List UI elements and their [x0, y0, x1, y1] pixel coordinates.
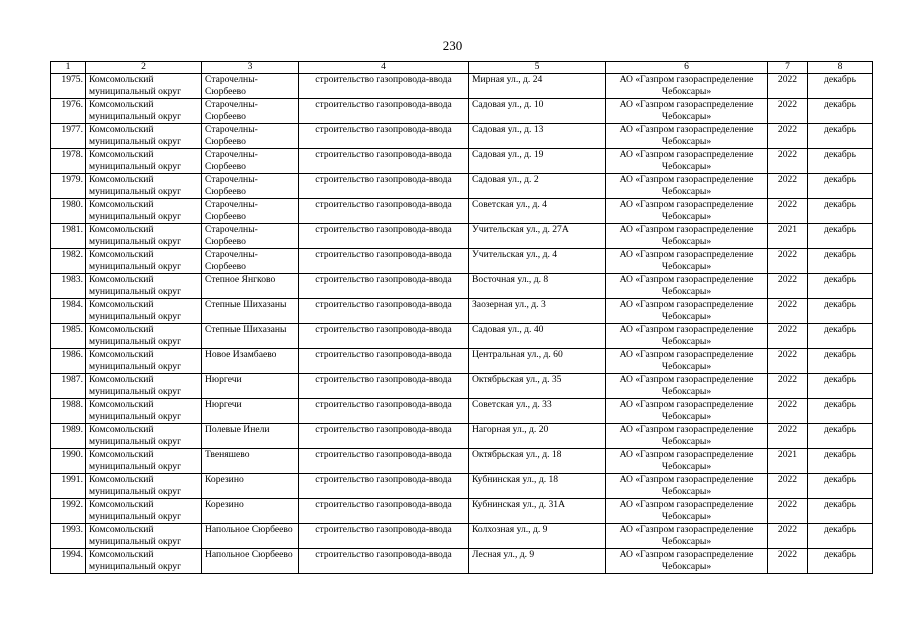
address-cell: Кубнинская ул., д. 31А: [469, 499, 606, 524]
district-cell: Комсомольский муниципальный округ: [86, 299, 202, 324]
month-cell: декабрь: [808, 424, 873, 449]
table-row: [51, 474, 873, 499]
table-row: [51, 424, 873, 449]
row-number: 1984.: [51, 299, 86, 324]
district-cell: Комсомольский муниципальный округ: [86, 149, 202, 174]
table-row: [51, 549, 873, 574]
row-number: 1976.: [51, 99, 86, 124]
district-cell: Комсомольский муниципальный округ: [86, 524, 202, 549]
district-cell: Комсомольский муниципальный округ: [86, 324, 202, 349]
work-type-cell: строительство газопровода-ввода: [299, 449, 469, 474]
district-cell: Комсомольский муниципальный округ: [86, 349, 202, 374]
year-cell: 2022: [768, 399, 808, 424]
work-type-cell: строительство газопровода-ввода: [299, 474, 469, 499]
year-cell: 2022: [768, 499, 808, 524]
organization-cell: АО «Газпром газораспределение Чебоксары»: [606, 399, 768, 424]
district-cell: Комсомольский муниципальный округ: [86, 224, 202, 249]
column-number: 8: [808, 62, 873, 74]
table-row: [51, 174, 873, 199]
month-cell: декабрь: [808, 224, 873, 249]
row-number: 1992.: [51, 499, 86, 524]
table-body: [51, 74, 873, 574]
table-row: [51, 299, 873, 324]
row-number: 1993.: [51, 524, 86, 549]
district-cell: Комсомольский муниципальный округ: [86, 474, 202, 499]
organization-cell: АО «Газпром газораспределение Чебоксары»: [606, 174, 768, 199]
month-cell: декабрь: [808, 124, 873, 149]
row-number: 1985.: [51, 324, 86, 349]
row-number: 1975.: [51, 74, 86, 99]
column-number: 3: [202, 62, 299, 74]
organization-cell: АО «Газпром газораспределение Чебоксары»: [606, 549, 768, 574]
settlement-cell: Старочелны-Сюрбеево: [202, 174, 299, 199]
district-cell: Комсомольский муниципальный округ: [86, 249, 202, 274]
work-type-cell: строительство газопровода-ввода: [299, 199, 469, 224]
table-row: [51, 374, 873, 399]
column-number: 1: [51, 62, 86, 74]
settlement-cell: Корезино: [202, 499, 299, 524]
organization-cell: АО «Газпром газораспределение Чебоксары»: [606, 99, 768, 124]
row-number: 1983.: [51, 274, 86, 299]
row-number: 1981.: [51, 224, 86, 249]
address-cell: Октябрьская ул., д. 18: [469, 449, 606, 474]
year-cell: 2022: [768, 74, 808, 99]
month-cell: декабрь: [808, 474, 873, 499]
work-type-cell: строительство газопровода-ввода: [299, 249, 469, 274]
organization-cell: АО «Газпром газораспределение Чебоксары»: [606, 74, 768, 99]
organization-cell: АО «Газпром газораспределение Чебоксары»: [606, 249, 768, 274]
address-cell: Восточная ул., д. 8: [469, 274, 606, 299]
year-cell: 2022: [768, 524, 808, 549]
table-row: [51, 324, 873, 349]
year-cell: 2022: [768, 174, 808, 199]
settlement-cell: Корезино: [202, 474, 299, 499]
row-number: 1979.: [51, 174, 86, 199]
table-row: [51, 99, 873, 124]
address-cell: Лесная ул., д. 9: [469, 549, 606, 574]
address-cell: Садовая ул., д. 2: [469, 174, 606, 199]
month-cell: декабрь: [808, 299, 873, 324]
month-cell: декабрь: [808, 174, 873, 199]
district-cell: Комсомольский муниципальный округ: [86, 199, 202, 224]
work-type-cell: строительство газопровода-ввода: [299, 99, 469, 124]
page-number: 230: [442, 38, 463, 53]
table-row: [51, 124, 873, 149]
row-number: 1980.: [51, 199, 86, 224]
row-number: 1988.: [51, 399, 86, 424]
row-number: 1987.: [51, 374, 86, 399]
settlement-cell: Старочелны-Сюрбеево: [202, 74, 299, 99]
address-cell: Учительская ул., д. 4: [469, 249, 606, 274]
work-type-cell: строительство газопровода-ввода: [299, 499, 469, 524]
address-cell: Садовая ул., д. 13: [469, 124, 606, 149]
work-type-cell: строительство газопровода-ввода: [299, 524, 469, 549]
table-row: [51, 249, 873, 274]
row-number: 1989.: [51, 424, 86, 449]
work-type-cell: строительство газопровода-ввода: [299, 549, 469, 574]
table-row: [51, 499, 873, 524]
district-cell: Комсомольский муниципальный округ: [86, 74, 202, 99]
work-type-cell: строительство газопровода-ввода: [299, 349, 469, 374]
settlement-cell: Напольное Сюрбеево: [202, 524, 299, 549]
month-cell: декабрь: [808, 374, 873, 399]
settlement-cell: Старочелны-Сюрбеево: [202, 199, 299, 224]
district-cell: Комсомольский муниципальный округ: [86, 124, 202, 149]
table-row: [51, 524, 873, 549]
year-cell: 2022: [768, 124, 808, 149]
gas-connection-table: [50, 61, 873, 574]
row-number: 1977.: [51, 124, 86, 149]
organization-cell: АО «Газпром газораспределение Чебоксары»: [606, 224, 768, 249]
work-type-cell: строительство газопровода-ввода: [299, 374, 469, 399]
month-cell: декабрь: [808, 74, 873, 99]
year-cell: 2022: [768, 149, 808, 174]
organization-cell: АО «Газпром газораспределение Чебоксары»: [606, 449, 768, 474]
year-cell: 2022: [768, 374, 808, 399]
address-cell: Мирная ул., д. 24: [469, 74, 606, 99]
address-cell: Садовая ул., д. 40: [469, 324, 606, 349]
month-cell: декабрь: [808, 349, 873, 374]
month-cell: декабрь: [808, 99, 873, 124]
settlement-cell: Старочелны-Сюрбеево: [202, 99, 299, 124]
row-number: 1994.: [51, 549, 86, 574]
year-cell: 2021: [768, 449, 808, 474]
address-cell: Садовая ул., д. 19: [469, 149, 606, 174]
year-cell: 2022: [768, 324, 808, 349]
address-cell: Заозерная ул., д. 3: [469, 299, 606, 324]
year-cell: 2022: [768, 274, 808, 299]
district-cell: Комсомольский муниципальный округ: [86, 174, 202, 199]
address-cell: Центральная ул., д. 60: [469, 349, 606, 374]
organization-cell: АО «Газпром газораспределение Чебоксары»: [606, 499, 768, 524]
table-row: [51, 399, 873, 424]
district-cell: Комсомольский муниципальный округ: [86, 424, 202, 449]
table-row: [51, 224, 873, 249]
address-cell: Садовая ул., д. 10: [469, 99, 606, 124]
year-cell: 2022: [768, 424, 808, 449]
month-cell: декабрь: [808, 149, 873, 174]
work-type-cell: строительство газопровода-ввода: [299, 299, 469, 324]
row-number: 1982.: [51, 249, 86, 274]
work-type-cell: строительство газопровода-ввода: [299, 124, 469, 149]
work-type-cell: строительство газопровода-ввода: [299, 274, 469, 299]
row-number: 1986.: [51, 349, 86, 374]
month-cell: декабрь: [808, 199, 873, 224]
table-row: [51, 199, 873, 224]
table-row: [51, 149, 873, 174]
work-type-cell: строительство газопровода-ввода: [299, 174, 469, 199]
settlement-cell: Степное Янгково: [202, 274, 299, 299]
table-row: [51, 274, 873, 299]
column-number: 4: [299, 62, 469, 74]
organization-cell: АО «Газпром газораспределение Чебоксары»: [606, 524, 768, 549]
address-cell: Советская ул., д. 4: [469, 199, 606, 224]
year-cell: 2022: [768, 249, 808, 274]
year-cell: 2021: [768, 224, 808, 249]
table-row: [51, 74, 873, 99]
settlement-cell: Твеняшево: [202, 449, 299, 474]
work-type-cell: строительство газопровода-ввода: [299, 149, 469, 174]
work-type-cell: строительство газопровода-ввода: [299, 324, 469, 349]
month-cell: декабрь: [808, 399, 873, 424]
settlement-cell: Старочелны-Сюрбеево: [202, 224, 299, 249]
column-number: 6: [606, 62, 768, 74]
year-cell: 2022: [768, 199, 808, 224]
year-cell: 2022: [768, 99, 808, 124]
month-cell: декабрь: [808, 524, 873, 549]
organization-cell: АО «Газпром газораспределение Чебоксары»: [606, 374, 768, 399]
settlement-cell: Напольное Сюрбеево: [202, 549, 299, 574]
district-cell: Комсомольский муниципальный округ: [86, 449, 202, 474]
address-cell: Кубнинская ул., д. 18: [469, 474, 606, 499]
address-cell: Нагорная ул., д. 20: [469, 424, 606, 449]
work-type-cell: строительство газопровода-ввода: [299, 424, 469, 449]
year-cell: 2022: [768, 349, 808, 374]
table-row: [51, 349, 873, 374]
year-cell: 2022: [768, 299, 808, 324]
district-cell: Комсомольский муниципальный округ: [86, 399, 202, 424]
column-number-row: [51, 62, 873, 74]
organization-cell: АО «Газпром газораспределение Чебоксары»: [606, 124, 768, 149]
month-cell: декабрь: [808, 549, 873, 574]
district-cell: Комсомольский муниципальный округ: [86, 374, 202, 399]
address-cell: Учительская ул., д. 27А: [469, 224, 606, 249]
organization-cell: АО «Газпром газораспределение Чебоксары»: [606, 149, 768, 174]
settlement-cell: Нюргечи: [202, 374, 299, 399]
organization-cell: АО «Газпром газораспределение Чебоксары»: [606, 424, 768, 449]
settlement-cell: Степные Шихазаны: [202, 324, 299, 349]
organization-cell: АО «Газпром газораспределение Чебоксары»: [606, 474, 768, 499]
settlement-cell: Старочелны-Сюрбеево: [202, 124, 299, 149]
work-type-cell: строительство газопровода-ввода: [299, 399, 469, 424]
year-cell: 2022: [768, 549, 808, 574]
month-cell: декабрь: [808, 449, 873, 474]
settlement-cell: Нюргечи: [202, 399, 299, 424]
district-cell: Комсомольский муниципальный округ: [86, 274, 202, 299]
settlement-cell: Степные Шихазаны: [202, 299, 299, 324]
column-number: 2: [86, 62, 202, 74]
organization-cell: АО «Газпром газораспределение Чебоксары»: [606, 299, 768, 324]
month-cell: декабрь: [808, 274, 873, 299]
district-cell: Комсомольский муниципальный округ: [86, 99, 202, 124]
organization-cell: АО «Газпром газораспределение Чебоксары»: [606, 324, 768, 349]
district-cell: Комсомольский муниципальный округ: [86, 549, 202, 574]
district-cell: Комсомольский муниципальный округ: [86, 499, 202, 524]
row-number: 1978.: [51, 149, 86, 174]
row-number: 1991.: [51, 474, 86, 499]
month-cell: декабрь: [808, 324, 873, 349]
column-number: 7: [768, 62, 808, 74]
organization-cell: АО «Газпром газораспределение Чебоксары»: [606, 274, 768, 299]
month-cell: декабрь: [808, 499, 873, 524]
work-type-cell: строительство газопровода-ввода: [299, 224, 469, 249]
address-cell: Октябрьская ул., д. 35: [469, 374, 606, 399]
month-cell: декабрь: [808, 249, 873, 274]
settlement-cell: Старочелны-Сюрбеево: [202, 249, 299, 274]
organization-cell: АО «Газпром газораспределение Чебоксары»: [606, 349, 768, 374]
address-cell: Колхозная ул., д. 9: [469, 524, 606, 549]
table-row: [51, 449, 873, 474]
settlement-cell: Новое Изамбаево: [202, 349, 299, 374]
address-cell: Советская ул., д. 33: [469, 399, 606, 424]
work-type-cell: строительство газопровода-ввода: [299, 74, 469, 99]
year-cell: 2022: [768, 474, 808, 499]
organization-cell: АО «Газпром газораспределение Чебоксары»: [606, 199, 768, 224]
row-number: 1990.: [51, 449, 86, 474]
settlement-cell: Полевые Инели: [202, 424, 299, 449]
column-number: 5: [469, 62, 606, 74]
settlement-cell: Старочелны-Сюрбеево: [202, 149, 299, 174]
